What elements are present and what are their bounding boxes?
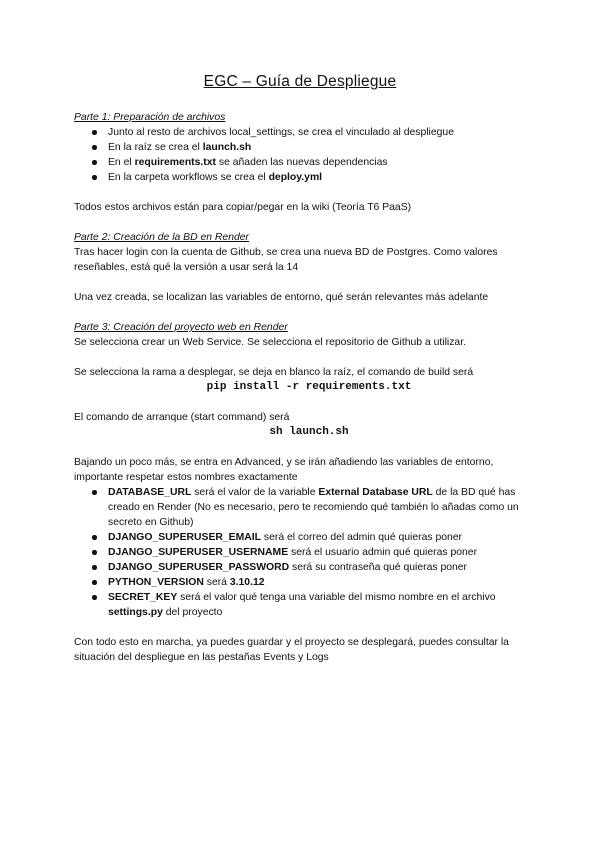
var-name: SECRET_KEY <box>108 592 178 603</box>
item-text: será el usuario admin qué quieras poner <box>288 547 478 558</box>
item-bold: deploy.yml <box>268 172 323 183</box>
part3-paragraph-3: El comando de arranque (start command) será <box>74 412 290 423</box>
var-name: DATABASE_URL <box>108 487 192 498</box>
part3-heading: Parte 3: Creación del proyecto web en Render <box>74 322 288 333</box>
list-item <box>74 155 544 170</box>
list-item <box>74 140 544 155</box>
var-name: DJANGO_SUPERUSER_EMAIL <box>108 532 262 543</box>
list-item <box>74 485 544 530</box>
item-bold: requirements.txt <box>134 157 216 168</box>
part2-paragraph-2: Una vez creada, se localizan las variables de entorno, qué serán relevantes más adelante <box>74 292 489 303</box>
list-item <box>74 560 544 575</box>
document-title: EGC – Guía de Despliegue <box>203 73 397 90</box>
item-bold: 3.10.12 <box>229 577 265 588</box>
document-body <box>74 110 544 665</box>
item-text: Junto al resto de archivos local_settings, se crea el vinculado al despliegue <box>108 127 454 138</box>
item-text: será el valor qué tenga una variable del mismo nombre en el archivo <box>177 592 496 603</box>
item-text: En la raíz se crea el <box>108 142 203 153</box>
part1-list <box>74 125 544 185</box>
start-command: sh launch.sh <box>269 426 349 438</box>
item-text: del proyecto <box>162 607 223 618</box>
var-name: PYTHON_VERSION <box>108 577 204 588</box>
item-text: será <box>203 577 230 588</box>
list-item <box>74 590 544 620</box>
list-item <box>74 530 544 545</box>
closing-paragraph: Con todo esto en marcha, ya puedes guardar y el proyecto se desplegará, puedes consultar la situación del despliegue en las pestañas Events y Logs <box>74 637 509 663</box>
var-name: DJANGO_SUPERUSER_USERNAME <box>108 547 289 558</box>
item-text: En el <box>108 157 135 168</box>
item-bold: launch.sh <box>202 142 252 153</box>
part3-paragraph-1: Se selecciona crear un Web Service. Se selecciona el repositorio de Github a utilizar. <box>74 337 466 348</box>
item-bold: External Database URL <box>318 487 433 498</box>
part2-heading: Parte 2: Creación de la BD en Render <box>74 232 250 243</box>
list-item <box>74 575 544 590</box>
item-text: será su contraseña qué quieras poner <box>289 562 468 573</box>
item-text: será el correo del admin qué quieras poner <box>261 532 463 543</box>
list-item <box>74 125 544 140</box>
item-text: de la BD qué has creado en Render (No es necesario, pero te recomiendo qué también lo añadas como un secreto en Github) <box>108 487 519 528</box>
part1-heading: Parte 1: Preparación de archivos <box>74 112 226 123</box>
item-text: En la carpeta workflows se crea el <box>108 172 269 183</box>
part3-paragraph-2: Se selecciona la rama a desplegar, se deja en blanco la raíz, el comando de build será <box>74 367 474 378</box>
item-bold: settings.py <box>108 607 163 618</box>
list-item <box>74 170 544 185</box>
part2-paragraph-1: Tras hacer login con la cuenta de Github, se crea una nueva BD de Postgres. Como valores reseñables, está qué la versión a usar será la 14 <box>74 247 498 273</box>
part3-paragraph-4: Bajando un poco más, se entra en Advanced, y se irán añadiendo las variables de entorno, importante respetar estos nombres exactamente <box>74 457 494 483</box>
item-text: será el valor de la variable <box>191 487 319 498</box>
env-vars-list <box>74 485 544 620</box>
item-text: se añaden las nuevas dependencias <box>216 157 388 168</box>
list-item <box>74 545 544 560</box>
build-command: pip install -r requirements.txt <box>206 381 412 393</box>
part1-note: Todos estos archivos están para copiar/pegar en la wiki (Teoría T6 PaaS) <box>74 202 412 213</box>
var-name: DJANGO_SUPERUSER_PASSWORD <box>108 562 290 573</box>
